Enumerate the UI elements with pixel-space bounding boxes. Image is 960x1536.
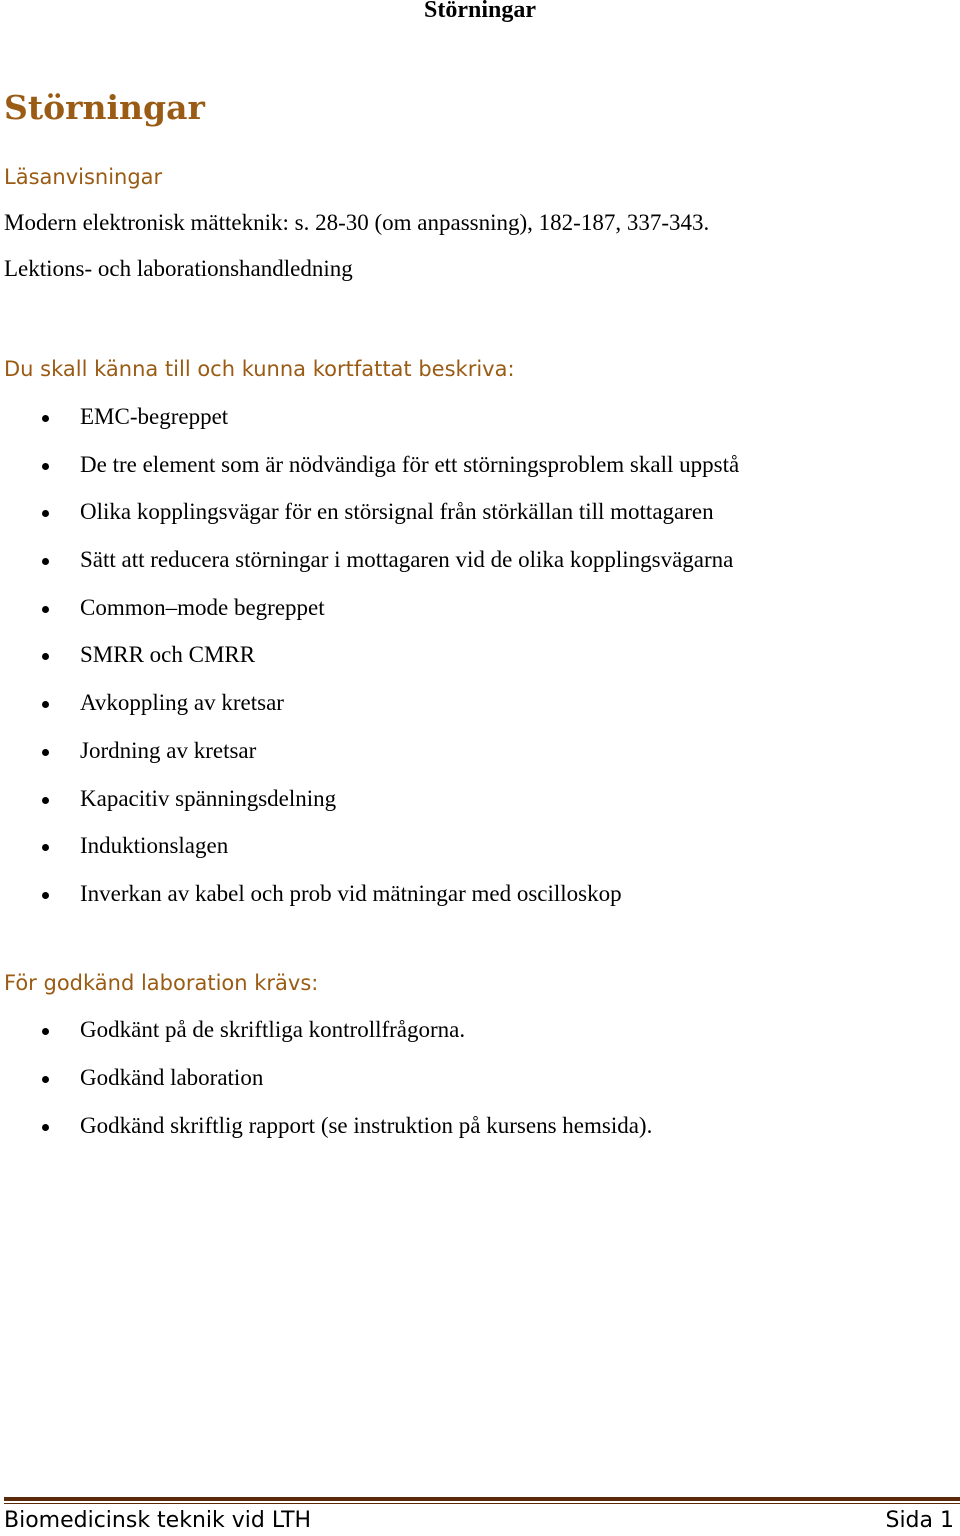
reading-heading: Läsanvisningar [4,165,163,189]
footer-divider [4,1497,960,1501]
page-title: Störningar [4,88,205,127]
bullet-icon [42,510,49,517]
list-item-text: Avkoppling av kretsar [80,690,284,716]
footer-organization: Biomedicinsk teknik vid LTH [4,1508,312,1533]
footer-page-number: Sida 1 [885,1508,954,1533]
list-item-text: Kapacitiv spänningsdelning [80,785,337,811]
bullet-icon [42,701,49,708]
bullet-icon [42,844,49,851]
bullet-icon [42,749,49,756]
knowledge-heading: Du skall känna till och kunna kortfattat beskriva: [4,357,515,381]
list-item-text: Godkänd laboration [80,1065,264,1090]
list-item-text: Olika kopplingsvägar för en störsignal från störkällan till mottagaren [80,499,714,525]
bullet-icon [42,1124,49,1131]
list-item-text: Jordning av kretsar [80,737,257,763]
bullet-icon [42,1076,49,1083]
list-item-text: De tre element som är nödvändiga för ett störningsproblem skall uppstå [80,451,740,477]
running-header-title: Störningar [423,0,536,23]
bullet-icon [42,653,49,660]
list-item-text: Godkänd skriftlig rapport (se instruktion på kursens hemsida). [80,1113,653,1138]
bullet-icon [42,797,49,804]
list-item-text: Sätt att reducera störningar i mottagaren vid de olika kopplingsvägarna [80,547,734,573]
list-item-text: Godkänt på de skriftliga kontrollfrågorna. [80,1017,466,1042]
bullet-icon [42,606,49,613]
list-item-text: Common–mode begreppet [80,594,325,620]
requirements-heading: För godkänd laboration krävs: [4,971,319,995]
list-item-text: EMC-begreppet [80,404,229,429]
bullet-icon [42,463,49,470]
list-item-text: Induktionslagen [80,833,229,859]
bullet-icon [42,558,49,565]
reading-line-book: Modern elektronisk mätteknik: s. 28-30 (om anpassning), 182-187, 337-343. [4,210,710,235]
footer-divider-thin [4,1503,960,1504]
bullet-icon [42,892,49,899]
list-item-text: Inverkan av kabel och prob vid mätningar med oscilloskop [80,880,622,906]
bullet-icon [42,1028,49,1035]
list-item-text: SMRR och CMRR [80,642,256,668]
reading-line-handout: Lektions- och laborationshandledning [4,256,353,281]
bullet-icon [42,415,49,422]
